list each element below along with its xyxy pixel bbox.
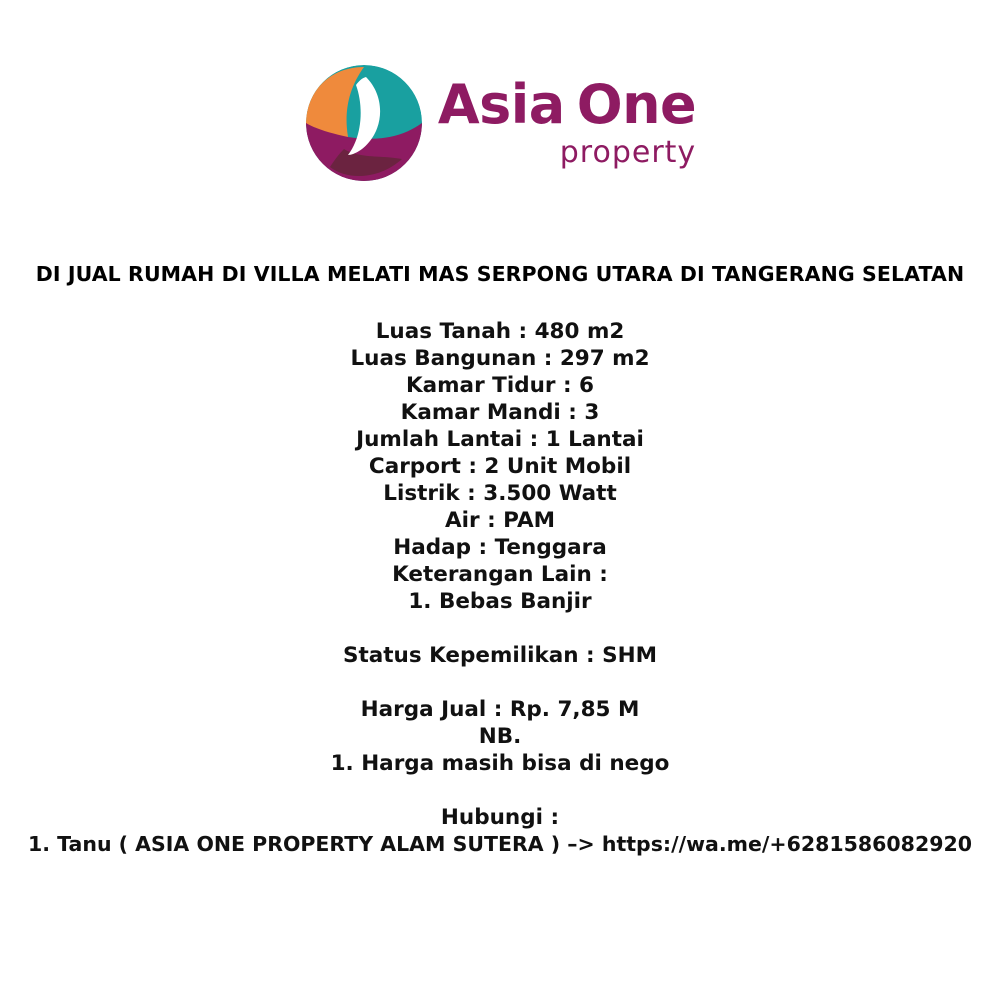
spec-line: Hadap : Tenggara: [393, 535, 607, 560]
contact-label: Hubungi :: [440, 805, 560, 830]
spec-line: Luas Bangunan : 297 m2: [350, 346, 650, 371]
brand-title-asia: Asia: [437, 73, 565, 136]
spec-line: 1. Bebas Banjir: [408, 589, 592, 614]
price: Harga Jual : Rp. 7,85 M: [360, 697, 640, 722]
brand-title-one: One: [576, 73, 697, 136]
brand-wordmark: [437, 73, 697, 170]
spec-line: Luas Tanah : 480 m2: [375, 319, 625, 344]
page-title: DI JUAL RUMAH DI VILLA MELATI MAS SERPONG UTARA DI TANGERANG SELATAN: [35, 262, 965, 286]
spacer: [0, 777, 1000, 804]
spacer: [0, 669, 1000, 696]
brand-title: [437, 73, 697, 136]
brand-subtitle: property: [559, 135, 697, 170]
contact-item[interactable]: 1. Tanu ( ASIA ONE PROPERTY ALAM SUTERA ) –> https://wa.me/+6281586082920: [27, 832, 973, 856]
spec-line: Carport : 2 Unit Mobil: [368, 454, 632, 479]
spec-line: Kamar Tidur : 6: [405, 373, 595, 398]
spec-line: Keterangan Lain :: [392, 562, 608, 587]
spec-line: Air : PAM: [445, 508, 555, 533]
spec-line: Listrik : 3.500 Watt: [383, 481, 617, 506]
asia-one-swirl-logo: [304, 63, 424, 183]
ownership-status: Status Kepemilikan : SHM: [342, 643, 658, 668]
listing-details: [0, 318, 1000, 858]
spec-line: Kamar Mandi : 3: [400, 400, 600, 425]
nb-label: NB.: [478, 724, 522, 749]
spacer: [0, 615, 1000, 642]
brand-logo: [0, 58, 1000, 188]
nb-item: 1. Harga masih bisa di nego: [330, 751, 670, 776]
spec-line: Jumlah Lantai : 1 Lantai: [356, 427, 644, 452]
